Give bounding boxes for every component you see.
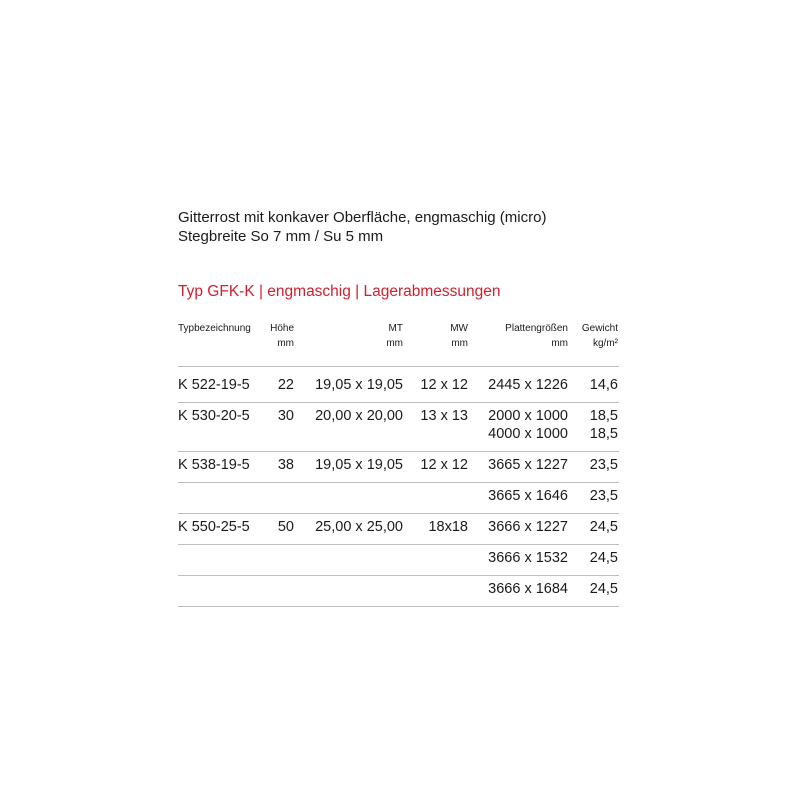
cell-mt: 19,05 x 19,05 bbox=[315, 377, 403, 393]
cell-height: 30 bbox=[277, 408, 294, 424]
header-type: Typbezeichnung bbox=[178, 323, 251, 334]
cell-plate-size: 3665 x 1646 bbox=[488, 488, 568, 504]
cell-plate-size: 3666 x 1684 bbox=[488, 581, 568, 597]
cell-plate-size: 3666 x 1532 bbox=[488, 550, 568, 566]
table-row bbox=[178, 545, 619, 576]
intro-text bbox=[178, 208, 546, 246]
cell-weight: 24,5 bbox=[589, 519, 618, 535]
cell-weight: 18,5 bbox=[589, 426, 618, 442]
cell-type: K 550-25-5 bbox=[178, 519, 250, 535]
cell-weight: 24,5 bbox=[589, 550, 618, 566]
cell-weight: 23,5 bbox=[589, 488, 618, 504]
dimensions-table bbox=[178, 318, 619, 607]
intro-line-1: Gitterrost mit konkaver Oberfläche, engmaschig (micro) bbox=[178, 209, 547, 226]
table-row bbox=[178, 576, 619, 607]
cell-weight: 23,5 bbox=[589, 457, 618, 473]
cell-mw: 12 x 12 bbox=[420, 457, 468, 473]
header-weight: Gewicht kg/m² bbox=[581, 323, 618, 349]
table-row bbox=[178, 403, 619, 452]
cell-plate-size: 2445 x 1226 bbox=[488, 377, 568, 393]
cell-type: K 530-20-5 bbox=[178, 408, 250, 424]
table-header bbox=[178, 318, 619, 366]
cell-type: K 522-19-5 bbox=[178, 377, 250, 393]
intro-line-2: Stegbreite So 7 mm / Su 5 mm bbox=[178, 228, 384, 245]
cell-plate-size: 3665 x 1227 bbox=[488, 457, 568, 473]
cell-height: 50 bbox=[277, 519, 294, 535]
cell-plate-size: 3666 x 1227 bbox=[488, 519, 568, 535]
cell-mw: 18x18 bbox=[428, 519, 468, 535]
table-row bbox=[178, 452, 619, 483]
cell-height: 38 bbox=[277, 457, 294, 473]
cell-plate-size: 4000 x 1000 bbox=[488, 426, 568, 442]
cell-height: 22 bbox=[277, 377, 294, 393]
table-body bbox=[178, 367, 619, 607]
section-title: Typ GFK-K | engmaschig | Lagerabmessungen bbox=[178, 283, 501, 300]
header-mt: MT mm bbox=[386, 323, 403, 349]
cell-weight: 14,6 bbox=[589, 377, 618, 393]
table-row bbox=[178, 514, 619, 545]
cell-weight: 24,5 bbox=[589, 581, 618, 597]
header-plate-size: Plattengrößen mm bbox=[505, 323, 568, 349]
cell-mt: 19,05 x 19,05 bbox=[315, 457, 403, 473]
header-height: Höhe mm bbox=[270, 323, 294, 349]
cell-weight: 18,5 bbox=[589, 408, 618, 424]
cell-mw: 12 x 12 bbox=[420, 377, 468, 393]
table-row bbox=[178, 367, 619, 403]
table-row bbox=[178, 483, 619, 514]
cell-mw: 13 x 13 bbox=[420, 408, 468, 424]
cell-mt: 25,00 x 25,00 bbox=[315, 519, 403, 535]
cell-type: K 538-19-5 bbox=[178, 457, 250, 473]
header-mw: MW mm bbox=[450, 323, 468, 349]
cell-plate-size: 2000 x 1000 bbox=[488, 408, 568, 424]
cell-mt: 20,00 x 20,00 bbox=[315, 408, 403, 424]
